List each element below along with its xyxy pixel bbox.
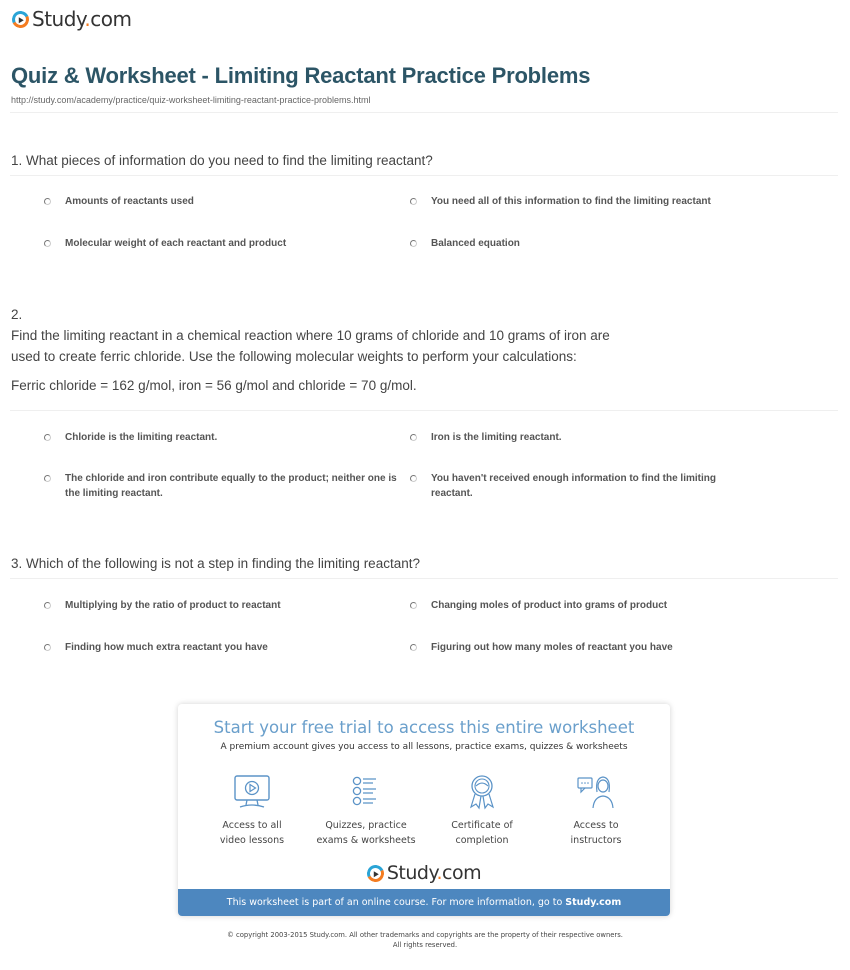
promo-study-logo[interactable]: Study.com	[178, 862, 670, 884]
q2-option-d[interactable]: You haven't received enough information to find the limiting reactant.	[410, 471, 755, 501]
feature-certificate: Certificate of completion	[422, 774, 542, 848]
q1-option-b[interactable]: You need all of this information to find the limiting reactant	[410, 194, 810, 209]
copyright-notice: © copyright 2003-2015 Study.com. All other trademarks and copyrights are the property of their respective owners. All rights reserved.	[227, 931, 623, 949]
feature-quizzes: Quizzes, practice exams & worksheets	[306, 774, 426, 848]
divider	[10, 410, 838, 411]
logo-text: Study.com	[32, 7, 132, 31]
promo-title[interactable]: Start your free trial to access this entire worksheet	[213, 718, 635, 737]
divider	[10, 578, 838, 579]
study-com-link[interactable]: Study.com	[565, 897, 622, 908]
study-logo[interactable]	[12, 6, 131, 32]
question-2-text: 2. Find the limiting reactant in a chemical reaction where 10 grams of chloride and 10 grams of iron are used to create ferric chloride. Use the following molecular weights to perform your calculations: Ferric chloride = 162 g/mol, iron = 56 g/mol and chloride = 70 g/mol.	[11, 307, 610, 393]
play-logo-icon	[10, 8, 32, 30]
instructor-chat-icon	[576, 774, 616, 810]
q2-option-c[interactable]: The chloride and iron contribute equally to the product; neither one is the limiting reactant.	[44, 471, 400, 501]
q2-option-b[interactable]: Iron is the limiting reactant.	[410, 430, 750, 445]
feature-video-lessons: Access to all video lessons	[192, 774, 312, 848]
divider	[10, 175, 838, 176]
question-1-text: 1. What pieces of information do you need to find the limiting reactant?	[11, 153, 433, 168]
divider	[10, 112, 838, 113]
free-trial-promo	[178, 704, 670, 916]
radio-button[interactable]	[44, 475, 51, 482]
radio-button[interactable]	[44, 602, 51, 609]
q1-option-a[interactable]: Amounts of reactants used	[44, 194, 374, 209]
radio-button[interactable]	[410, 434, 417, 441]
radio-button[interactable]	[44, 240, 51, 247]
q3-option-d[interactable]: Figuring out how many moles of reactant you have	[410, 640, 810, 655]
q3-option-c[interactable]: Finding how much extra reactant you have	[44, 640, 394, 655]
q3-option-b[interactable]: Changing moles of product into grams of product	[410, 598, 810, 613]
page-title: Quiz & Worksheet - Limiting Reactant Practice Problems	[11, 63, 591, 88]
page-url: http://study.com/academy/practice/quiz-worksheet-limiting-reactant-practice-problems.html	[11, 95, 371, 105]
certificate-ribbon-icon	[462, 774, 502, 810]
course-info-banner: This worksheet is part of an online course. For more information, go to Study.com	[178, 889, 670, 916]
play-logo-icon	[364, 862, 386, 884]
quiz-list-icon	[346, 774, 386, 810]
radio-button[interactable]	[410, 644, 417, 651]
question-3-text: 3. Which of the following is not a step in finding the limiting reactant?	[11, 556, 420, 571]
radio-button[interactable]	[410, 198, 417, 205]
promo-subtitle: A premium account gives you access to all lessons, practice exams, quizzes & worksheets	[220, 742, 628, 752]
radio-button[interactable]	[44, 434, 51, 441]
q3-option-a[interactable]: Multiplying by the ratio of product to reactant	[44, 598, 394, 613]
q1-option-d[interactable]: Balanced equation	[410, 236, 810, 251]
q2-option-a[interactable]: Chloride is the limiting reactant.	[44, 430, 394, 445]
video-monitor-icon	[232, 774, 272, 810]
radio-button[interactable]	[410, 240, 417, 247]
radio-button[interactable]	[44, 644, 51, 651]
radio-button[interactable]	[44, 198, 51, 205]
radio-button[interactable]	[410, 475, 417, 482]
feature-instructors: Access to instructors	[536, 774, 656, 848]
radio-button[interactable]	[410, 602, 417, 609]
q1-option-c[interactable]: Molecular weight of each reactant and product	[44, 236, 374, 251]
